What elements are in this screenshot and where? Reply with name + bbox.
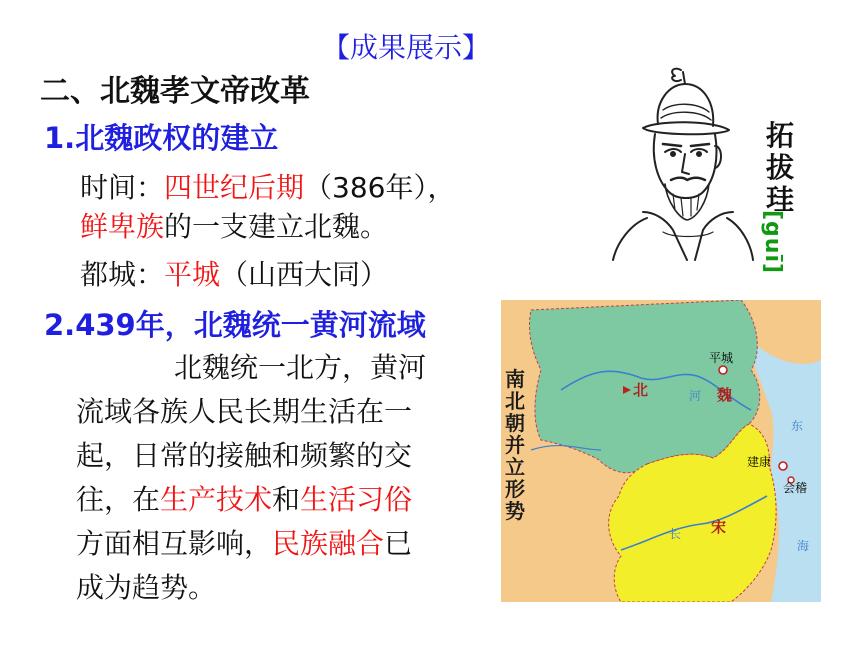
map-label-chang: 长	[669, 527, 682, 541]
slide-title: 【成果展示】	[322, 31, 491, 64]
map-pingcheng-marker	[719, 366, 727, 374]
north-south-dynasties-map	[501, 300, 821, 602]
map-label-dong: 东	[791, 419, 804, 433]
map-label-wei: 魏	[717, 386, 733, 404]
para-line: 方面相互影响，民族融合已	[76, 527, 413, 560]
tribe-line	[80, 205, 388, 245]
para-line: 北魏统一北方，黄河	[174, 351, 427, 384]
map-jiankang-marker	[779, 462, 787, 470]
highlight-customs: 生活习俗	[300, 483, 413, 516]
point2-paragraph	[76, 346, 426, 610]
time-label: 时间：	[80, 171, 165, 204]
tribe-rest: 的一支建立北魏。	[164, 210, 389, 243]
capital-label: 都城：	[80, 258, 165, 291]
para-line: 流域各族人民长期生活在一	[76, 395, 413, 428]
section-heading: 二、北魏孝文帝改革	[40, 74, 310, 109]
capital-value: 平城	[164, 258, 221, 291]
capital-line	[80, 253, 388, 293]
para-line: 往，在生产技术和生活习俗	[76, 483, 413, 516]
time-paren: （386年），	[304, 171, 456, 204]
highlight-ethnic-fusion: 民族融合	[272, 527, 385, 560]
point2-heading: 2.439年，北魏统一黄河流域	[44, 308, 426, 342]
emperor-name-pinyin: [guī]	[760, 210, 785, 275]
para-line: 起，日常的接触和频繁的交	[76, 439, 413, 472]
time-value: 四世纪后期	[164, 171, 305, 204]
time-line	[80, 166, 455, 206]
map-label-pingcheng: 平城	[709, 351, 734, 365]
map-title: 南北朝并立形势	[505, 367, 525, 523]
para-line: 成为趋势。	[76, 571, 217, 604]
map-label-hai: 海	[797, 539, 810, 553]
emperor-name: 拓拔珪	[765, 119, 794, 216]
map-label-north: 北	[633, 381, 649, 399]
point1-heading: 1.北魏政权的建立	[44, 121, 279, 155]
map-label-he: 河	[689, 389, 702, 403]
tribe-name: 鲜卑族	[80, 210, 165, 243]
map-label-kuaiji: 会稽	[783, 481, 808, 495]
map-label-jiankang: 建康	[747, 455, 772, 469]
map-label-song: 宋	[711, 518, 727, 536]
highlight-production: 生产技术	[160, 483, 273, 516]
emperor-portrait	[603, 62, 763, 262]
capital-paren: （山西大同）	[220, 258, 389, 291]
